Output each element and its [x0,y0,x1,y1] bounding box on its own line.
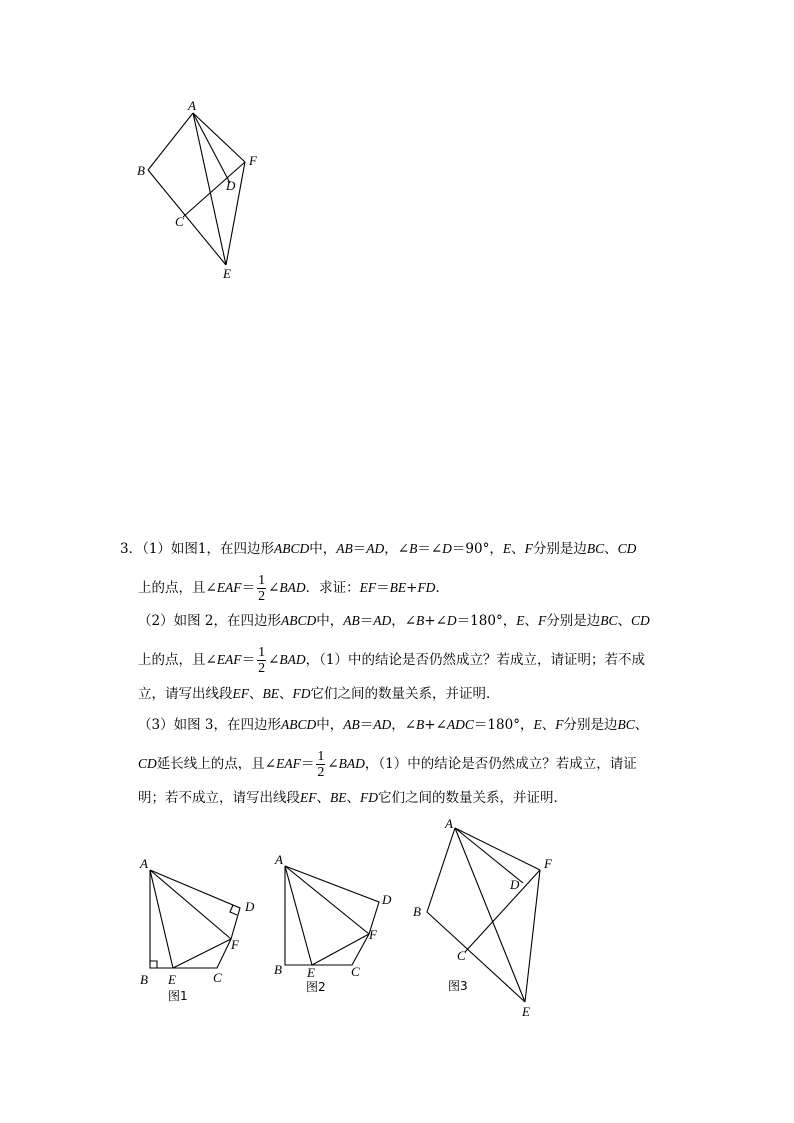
segment-ef [173,939,231,968]
label-d: D [226,178,236,193]
label-f: F [369,927,377,942]
label-f: F [249,153,257,168]
top-geometry-figure [130,95,270,285]
problem-line-2: 上的点，且∠EAF＝ $\frac{1}{2}$ ∠BAD．求证：EF＝BE+FD． [138,573,449,604]
label-f: F [231,937,239,952]
label-b: B [274,962,282,977]
problem-line-8: 明；若不成立，请写出线段EF、BE、FD它们之间的数量关系，并证明． [138,790,567,806]
problem-line-5: 立，请写出线段EF、BE、FD它们之间的数量关系，并证明． [138,686,500,702]
quadrilateral-abcd [150,870,240,968]
label-e: E [522,1004,530,1019]
segment-ab [148,113,193,170]
segment-cf [465,870,540,952]
label-c: C [457,948,466,963]
fraction-half: $\frac{1}{2}$ [258,645,266,676]
label-e: E [168,972,176,987]
label-e: E [223,266,231,281]
segment-be [427,912,525,1002]
segment-ab [427,828,455,912]
segment-ae [285,866,312,965]
segment-fe [525,870,540,1002]
problem-line-7: CD延长线上的点，且∠EAF＝ $\frac{1}{2}$ ∠BAD，（1）中的结论是否仍然成立？若成立，请证 [138,749,637,780]
caption-figure-2: 图2 [306,980,326,994]
label-d: D [382,892,392,907]
label-b: B [140,972,148,987]
right-angle-mark-b [150,961,157,968]
figure-2 [265,848,405,1008]
quadrilateral-abcd [285,866,379,965]
figure-3 [405,812,575,1022]
problem-line-1: 3．（1）如图1，在四边形ABCD中，AB＝AD，∠B＝∠D＝90°，E、F分别是边BC、CD [120,541,637,557]
label-a: A [445,816,453,831]
problem-line-6: （3）如图 3，在四边形ABCD中，AB＝AD，∠B+∠ADC＝180°，E、F分别是边BC、 [138,717,649,733]
segment-be [148,170,226,265]
label-b: B [413,904,421,919]
segment-ad [193,113,230,183]
label-c: C [175,214,184,229]
segment-ad [455,828,523,883]
label-a: A [275,852,283,867]
fraction-half: $\frac{1}{2}$ [258,573,266,604]
label-a: A [140,856,148,871]
label-b: B [137,163,145,178]
fraction-half: $\frac{1}{2}$ [317,749,325,780]
segment-ae [455,828,525,1002]
problem-line-4: 上的点，且∠EAF＝ $\frac{1}{2}$ ∠BAD，（1）中的结论是否仍然成立？若成立，请证明；若不成 [138,645,645,676]
label-f: F [544,856,552,871]
segment-ae [193,113,226,265]
label-c: C [213,970,222,985]
label-d: D [245,899,255,914]
segment-af [150,870,231,939]
label-e: E [307,965,315,980]
segment-af [455,828,540,870]
label-a: A [188,98,196,113]
problem-line-3: （2）如图 2，在四边形ABCD中，AB＝AD，∠B+∠D＝180°，E、F分别是边BC、CD [138,613,650,629]
label-c: C [351,964,360,979]
segment-af [285,866,369,934]
caption-figure-1: 图1 [168,989,188,1003]
figure-1 [130,850,270,1010]
segment-af [193,113,245,162]
segment-ae [150,870,173,968]
label-d: D [510,877,520,892]
caption-figure-3: 图3 [448,979,468,993]
